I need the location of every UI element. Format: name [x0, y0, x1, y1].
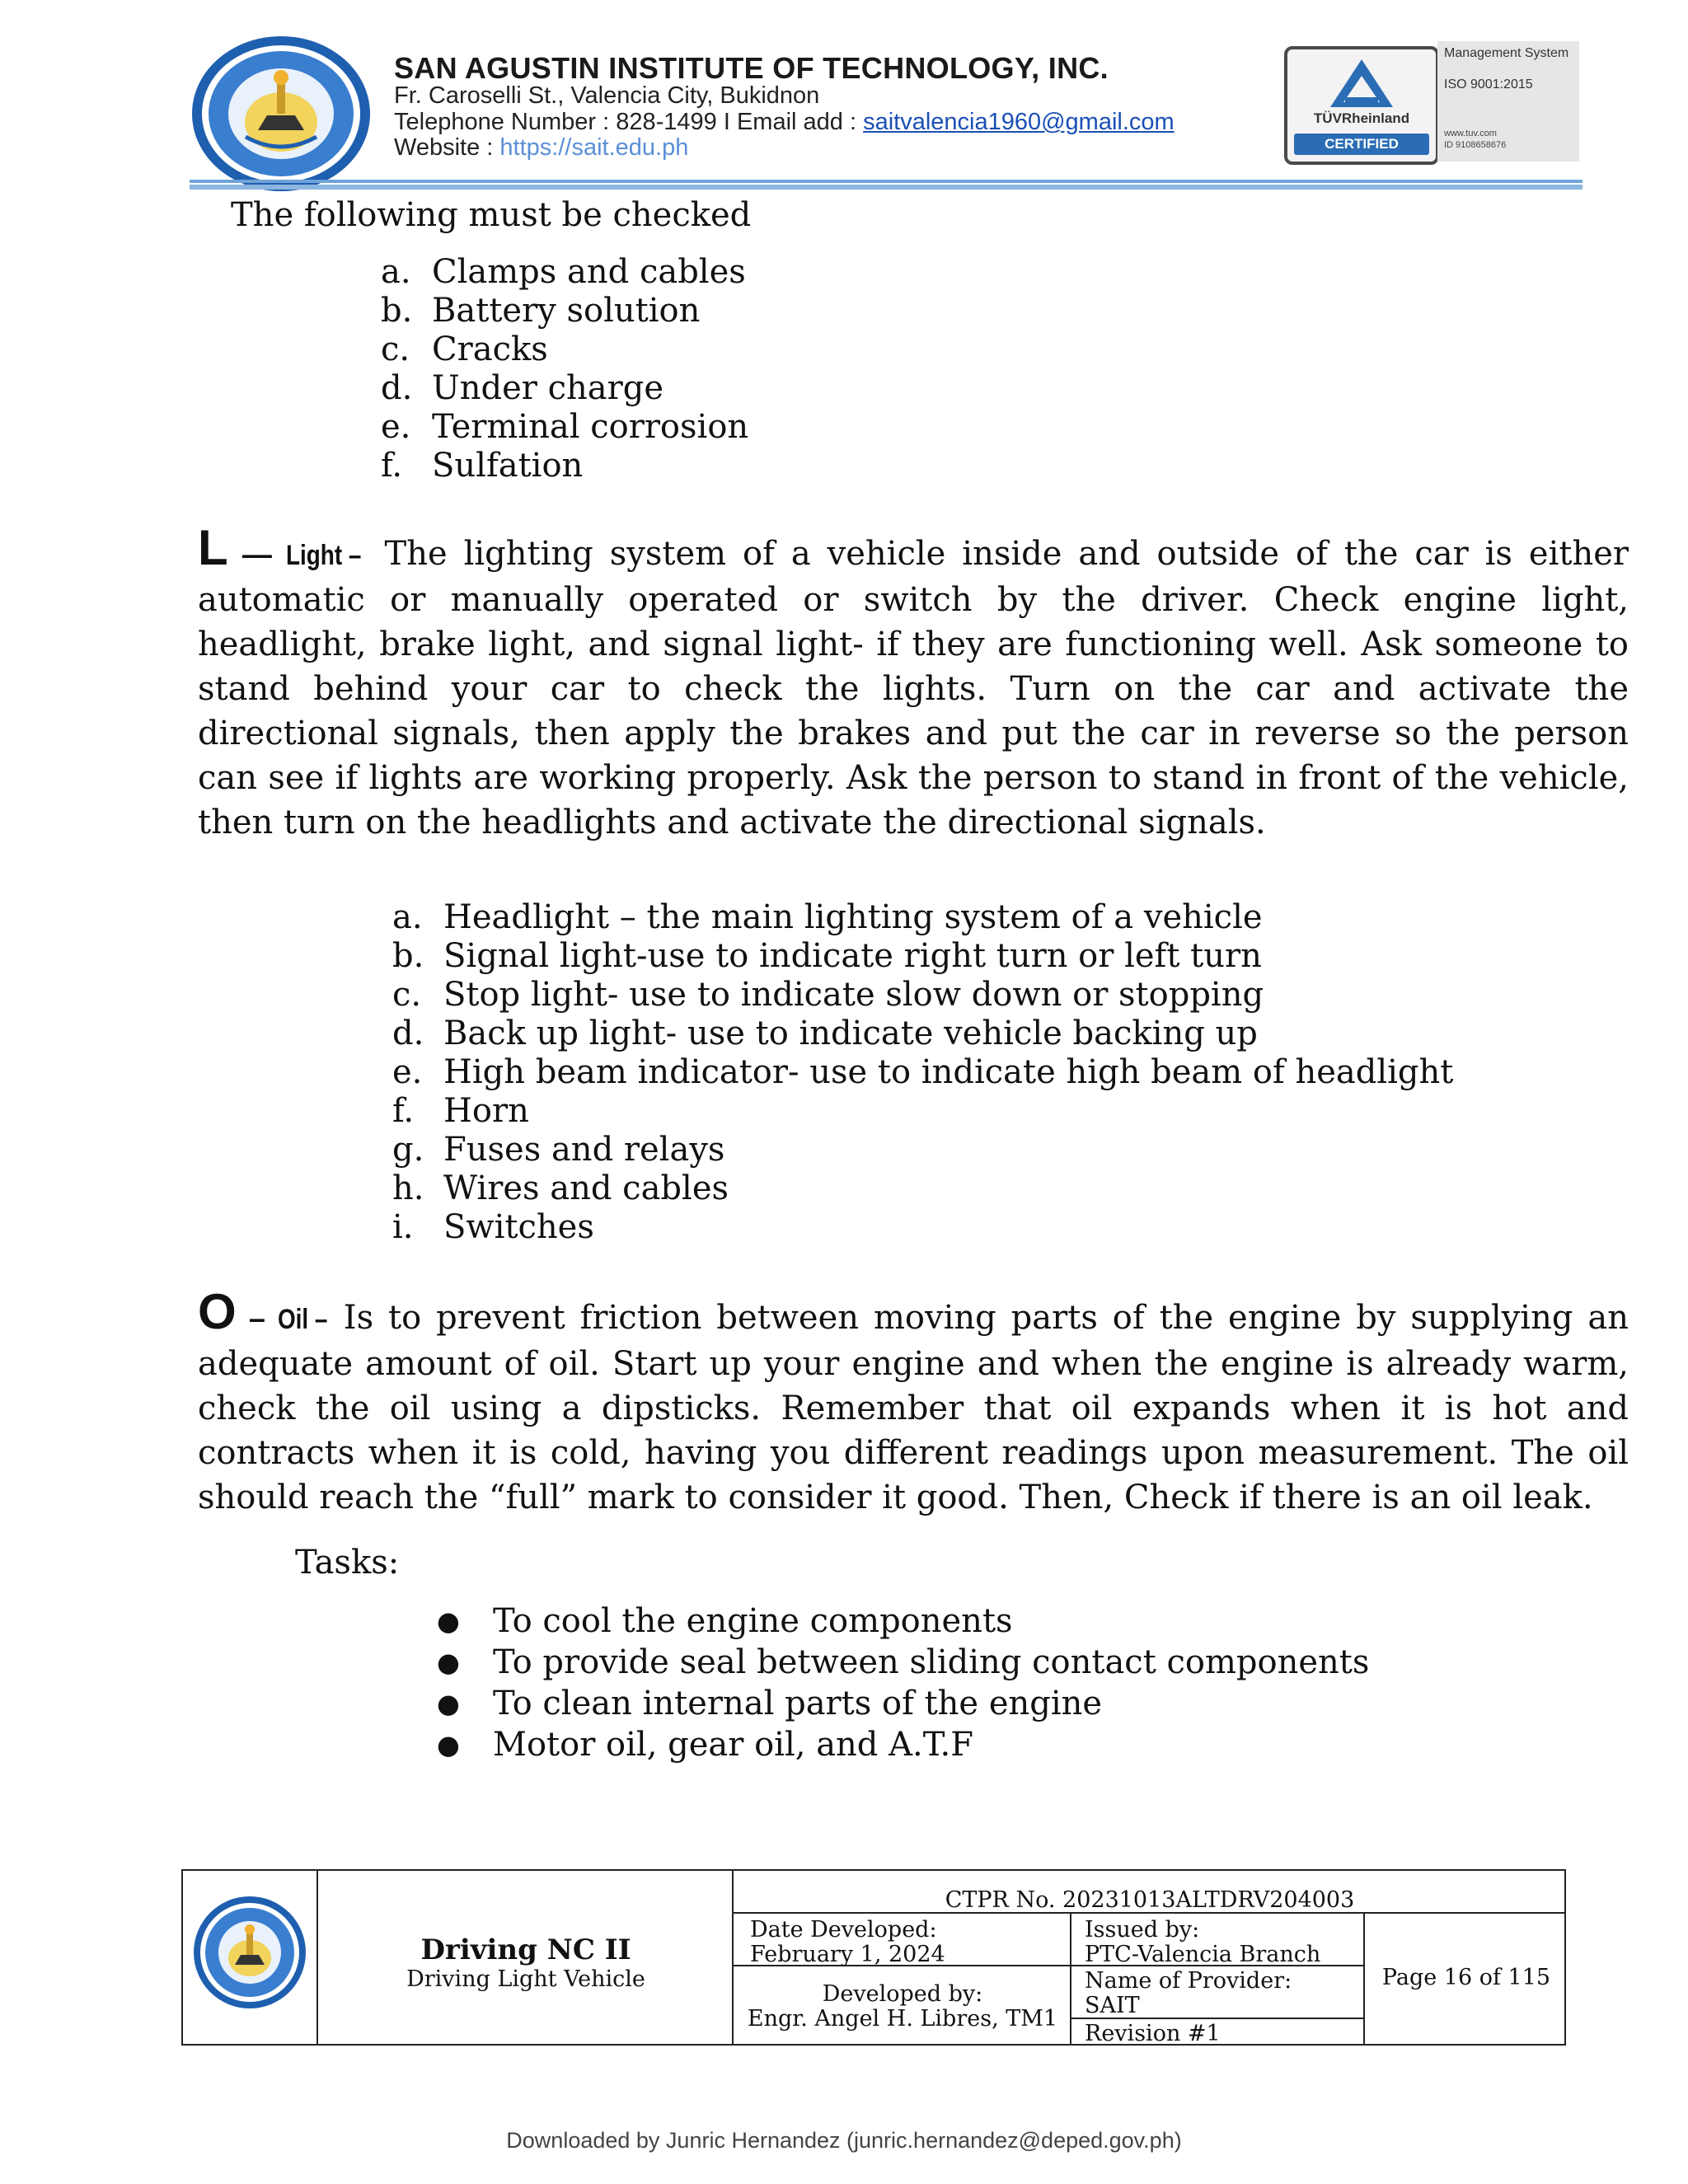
list-item-text: Under charge: [432, 369, 663, 407]
issued-by-label: Issued by:: [1085, 1917, 1200, 1943]
issued-by-value: PTC-Valencia Branch: [1085, 1942, 1321, 1967]
list-item-text: To clean internal parts of the engine: [493, 1685, 1103, 1722]
list-item: [437, 1642, 1426, 1683]
list-item: [437, 1601, 1426, 1642]
table-divider: [316, 1871, 318, 2044]
bullet-icon: ●: [437, 1605, 460, 1637]
list-item: [381, 369, 1123, 408]
list-marker: d.: [381, 369, 413, 407]
section-dash: —: [227, 537, 287, 571]
list-item-text: Wires and cables: [443, 1169, 729, 1207]
light-components-list: [392, 898, 1464, 1247]
section-letter: L: [198, 520, 228, 575]
list-item-text: Cracks: [432, 330, 548, 368]
document-footer-table: [181, 1869, 1566, 2046]
list-item: [381, 330, 1123, 369]
course-title: Driving NC II: [420, 1933, 631, 1966]
list-item-text: Battery solution: [432, 292, 701, 330]
list-item: [392, 1092, 1464, 1131]
list-item: [392, 1208, 1464, 1247]
list-item-text: Sulfation: [432, 447, 584, 485]
provider-label: Name of Provider:: [1085, 1968, 1292, 1994]
section-label: Oil –: [278, 1304, 328, 1335]
course-subtitle: Driving Light Vehicle: [406, 1966, 645, 1992]
tuv-certified-label: CERTIFIED: [1294, 134, 1429, 155]
list-item: [381, 292, 1123, 330]
list-item: [437, 1724, 1426, 1765]
list-item: [392, 1131, 1464, 1169]
list-marker: f.: [381, 447, 403, 485]
list-item-text: Terminal corrosion: [432, 408, 749, 446]
developed-by-label: Developed by:: [822, 1981, 983, 2007]
battery-checklist: [381, 253, 1123, 485]
list-item-text: Horn: [443, 1092, 529, 1130]
date-developed-value: February 1, 2024: [750, 1942, 945, 1967]
list-item-text: Headlight – the main lighting system of a vehicle: [443, 898, 1263, 936]
list-item-text: Clamps and cables: [432, 253, 746, 291]
list-marker: b.: [392, 937, 424, 975]
list-item: [381, 253, 1123, 292]
iso-standard: ISO 9001:2015: [1444, 77, 1533, 91]
list-marker: f.: [392, 1092, 415, 1130]
list-item: [392, 976, 1464, 1015]
list-item: [381, 408, 1123, 447]
list-item: [392, 937, 1464, 976]
light-section-paragraph: [198, 520, 1629, 845]
list-marker: c.: [392, 976, 422, 1014]
list-item: [392, 898, 1464, 937]
bullet-icon: ●: [437, 1688, 460, 1719]
tasks-label: Tasks:: [295, 1544, 400, 1582]
management-system-label: Management System: [1444, 46, 1569, 60]
revision-number: Revision #1: [1085, 2021, 1221, 2046]
list-marker: c.: [381, 330, 410, 368]
email-link[interactable]: saitvalencia1960@gmail.com: [863, 109, 1175, 135]
list-item-text: High beam indicator- use to indicate high beam of headlight: [443, 1053, 1454, 1091]
header-divider-2: [190, 185, 1582, 190]
list-marker: d.: [392, 1015, 424, 1052]
contact-prefix: Telephone Number : 828-1499 I Email add :: [394, 109, 864, 135]
section-label: Light –: [286, 540, 362, 571]
list-item: [437, 1683, 1426, 1724]
list-marker: h.: [392, 1169, 424, 1207]
list-marker: a.: [392, 898, 423, 936]
list-marker: e.: [381, 408, 411, 446]
tuv-certification-badge: [1284, 46, 1439, 165]
letterhead: [0, 0, 1688, 198]
ctpr-number: CTPR No. 20231013ALTDRV204003: [945, 1887, 1355, 1913]
institution-address: Fr. Caroselli St., Valencia City, Bukidnon: [394, 82, 820, 109]
institution-contact: [394, 109, 1175, 136]
list-item: [381, 447, 1123, 485]
list-item-text: To provide seal between sliding contact components: [493, 1643, 1370, 1681]
list-item-text: Switches: [443, 1208, 594, 1246]
date-developed-label: Date Developed:: [750, 1917, 937, 1943]
iso-panel: [1437, 41, 1579, 162]
list-item-text: Fuses and relays: [443, 1131, 725, 1169]
tuv-brand: TÜVRheinland: [1313, 110, 1410, 126]
list-item-text: Stop light- use to indicate slow down or stopping: [443, 976, 1264, 1014]
institution-website: [394, 134, 688, 162]
institution-name: SAN AGUSTIN INSTITUTE OF TECHNOLOGY, INC.: [394, 51, 1109, 85]
list-marker: e.: [392, 1053, 423, 1091]
checklist-intro: The following must be checked: [231, 196, 752, 234]
website-prefix: Website :: [394, 134, 500, 161]
tuv-triangle-icon: [1327, 56, 1396, 110]
bullet-icon: ●: [437, 1647, 460, 1678]
page-number: Page 16 of 115: [1381, 1965, 1551, 1990]
developed-by-value: Engr. Angel H. Libres, TM1: [747, 2006, 1058, 2032]
list-marker: i.: [392, 1208, 414, 1246]
list-item-text: Motor oil, gear oil, and A.T.F: [493, 1726, 973, 1764]
list-item: [392, 1015, 1464, 1053]
header-divider: [190, 180, 1582, 183]
list-marker: b.: [381, 292, 413, 330]
section-dash: –: [236, 1301, 279, 1335]
tasks-list: [437, 1601, 1426, 1765]
list-marker: a.: [381, 253, 411, 291]
list-item-text: Back up light- use to indicate vehicle backing up: [443, 1015, 1258, 1052]
list-item-text: Signal light-use to indicate right turn or left turn: [443, 937, 1262, 975]
institution-logo-icon: [188, 33, 374, 194]
provider-value: SAIT: [1085, 1993, 1140, 2018]
list-item: [392, 1053, 1464, 1092]
section-body: The lighting system of a vehicle inside and outside of the car is either automatic or manually operated or switch by the driver. Check engine light, headlight, brake light, and signal light- if they are functioning well. Ask someone to stand behind your car to check the lights. Turn on the car and activate the directional signals, then apply the brakes and put the car in reverse so the person can see if lights are working properly. Ask the person to stand in front of the vehicle, then turn on the headlights and activate the directional signals.: [198, 535, 1629, 841]
tuv-id: ID 9108658676: [1444, 140, 1507, 150]
download-attribution: Downloaded by Junric Hernandez (junric.hernandez@deped.gov.ph): [506, 2128, 1182, 2153]
list-marker: g.: [392, 1131, 424, 1169]
tuv-website: www.tuv.com: [1444, 129, 1497, 138]
section-body: Is to prevent friction between moving parts of the engine by supplying an adequate amount of oil. Start up your engine and when the engine is already warm, check the oil using a dipsticks. Remember that oil expands when it is hot and contracts when it is cold, having you different readings upon measurement. The oil should reach the “full” mark to consider it good. Then, Check if there is an oil leak.: [198, 1299, 1629, 1516]
oil-section-paragraph: [198, 1284, 1629, 1520]
website-link[interactable]: https://sait.edu.ph: [499, 134, 689, 161]
bullet-icon: ●: [437, 1729, 460, 1760]
institution-logo-icon: [191, 1894, 308, 2011]
list-item-text: To cool the engine components: [493, 1602, 1013, 1640]
section-letter: O: [198, 1284, 237, 1339]
list-item: [392, 1169, 1464, 1208]
